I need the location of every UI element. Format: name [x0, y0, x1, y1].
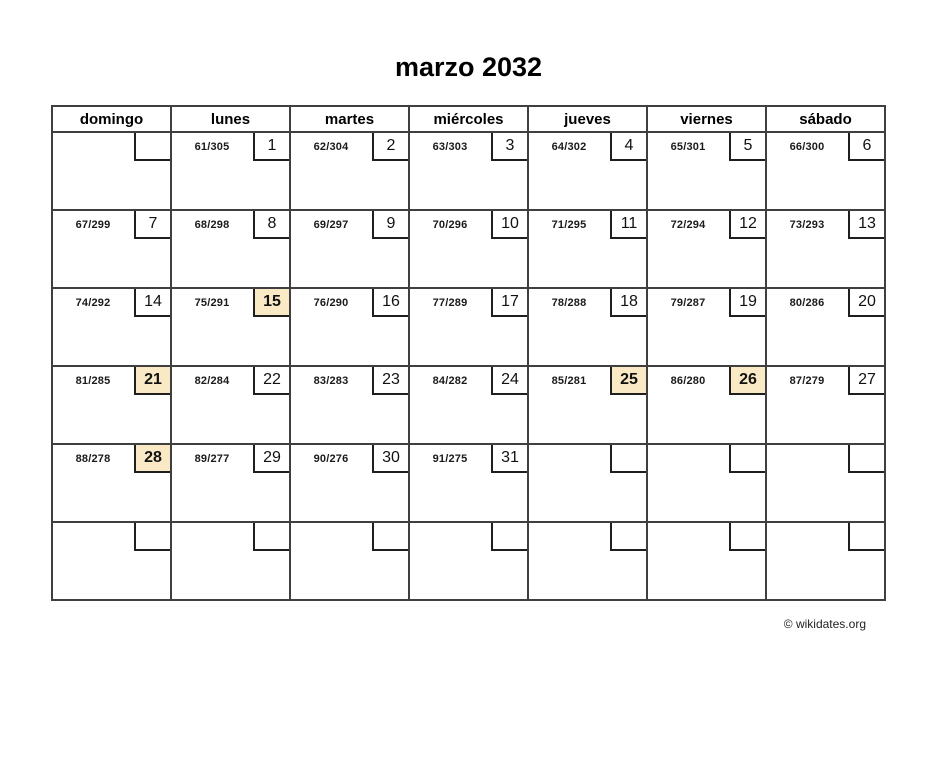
day-number-box: 28 [134, 445, 170, 473]
day-cell [528, 288, 647, 366]
day-cell [52, 522, 171, 600]
day-number-box: 23 [372, 367, 408, 395]
calendar-table [51, 105, 886, 601]
day-of-year-label: 64/302 [551, 141, 587, 153]
day-of-year-label: 76/290 [313, 297, 349, 309]
day-number-box: 3 [491, 133, 527, 161]
day-cell-content [648, 367, 765, 443]
day-number-box: 10 [491, 211, 527, 239]
day-cell-content [291, 523, 408, 599]
day-cell-content [648, 133, 765, 209]
day-cell [409, 210, 528, 288]
day-cell [766, 288, 885, 366]
day-number-box: 6 [848, 133, 884, 161]
day-of-year-label: 63/303 [432, 141, 468, 153]
day-cell [647, 288, 766, 366]
day-cell [766, 444, 885, 522]
day-number-box: 25 [610, 367, 646, 395]
day-cell-content [53, 367, 170, 443]
day-of-year-label: 69/297 [313, 219, 349, 231]
day-number-box: 21 [134, 367, 170, 395]
day-cell-content [529, 367, 646, 443]
day-number-box: 16 [372, 289, 408, 317]
day-cell-content [291, 289, 408, 365]
day-cell [171, 444, 290, 522]
day-cell [647, 132, 766, 210]
day-cell [766, 522, 885, 600]
day-of-year-label: 90/276 [313, 453, 349, 465]
day-of-year-label: 87/279 [789, 375, 825, 387]
day-cell-content [767, 133, 884, 209]
day-of-year-label: 70/296 [432, 219, 468, 231]
day-cell-content [767, 523, 884, 599]
day-cell [409, 444, 528, 522]
day-number-box: 19 [729, 289, 765, 317]
day-number-box: 20 [848, 289, 884, 317]
day-cell [409, 132, 528, 210]
day-cell-content [53, 289, 170, 365]
day-of-year-label: 61/305 [194, 141, 230, 153]
day-cell [647, 366, 766, 444]
day-number-box: 4 [610, 133, 646, 161]
day-cell [528, 522, 647, 600]
day-number-box: 15 [253, 289, 289, 317]
day-cell-content [53, 523, 170, 599]
day-cell-content [172, 445, 289, 521]
day-number-box: 8 [253, 211, 289, 239]
day-cell-content [410, 367, 527, 443]
day-number-box: 1 [253, 133, 289, 161]
day-cell [52, 132, 171, 210]
empty-day-box [729, 523, 765, 551]
day-of-year-label: 65/301 [670, 141, 706, 153]
day-of-year-label: 85/281 [551, 375, 587, 387]
day-cell-content [410, 211, 527, 287]
empty-day-box [491, 523, 527, 551]
day-of-year-label: 89/277 [194, 453, 230, 465]
day-of-year-label: 83/283 [313, 375, 349, 387]
week-row-2 [52, 288, 885, 366]
day-cell [647, 522, 766, 600]
empty-day-box [610, 523, 646, 551]
day-number-box: 31 [491, 445, 527, 473]
day-number-box: 24 [491, 367, 527, 395]
day-cell-content [529, 289, 646, 365]
day-number-box: 29 [253, 445, 289, 473]
day-cell [528, 210, 647, 288]
week-row-5 [52, 522, 885, 600]
day-cell-content [53, 445, 170, 521]
day-of-year-label: 86/280 [670, 375, 706, 387]
week-row-4 [52, 444, 885, 522]
day-of-year-label: 72/294 [670, 219, 706, 231]
empty-day-box [610, 445, 646, 473]
day-cell-content [529, 445, 646, 521]
day-cell-content [53, 133, 170, 209]
day-cell [766, 132, 885, 210]
day-cell-content [410, 133, 527, 209]
day-cell-content [172, 289, 289, 365]
day-of-year-label: 84/282 [432, 375, 468, 387]
day-of-year-label: 67/299 [75, 219, 111, 231]
day-cell-content [172, 523, 289, 599]
day-cell-content [767, 289, 884, 365]
day-cell [52, 444, 171, 522]
day-cell [528, 444, 647, 522]
day-of-year-label: 77/289 [432, 297, 468, 309]
day-of-year-label: 81/285 [75, 375, 111, 387]
day-cell [766, 210, 885, 288]
day-cell-content [529, 133, 646, 209]
weekday-header-0: domingo [52, 106, 171, 132]
day-cell-content [648, 445, 765, 521]
day-cell-content [291, 367, 408, 443]
empty-day-box [372, 523, 408, 551]
day-cell [766, 366, 885, 444]
day-number-box: 7 [134, 211, 170, 239]
weekday-header-6: sábado [766, 106, 885, 132]
day-cell [52, 366, 171, 444]
weekday-header-4: jueves [528, 106, 647, 132]
day-cell [171, 288, 290, 366]
week-row-1 [52, 210, 885, 288]
day-cell [290, 288, 409, 366]
day-cell-content [648, 289, 765, 365]
empty-day-box [134, 133, 170, 161]
day-number-box: 18 [610, 289, 646, 317]
day-of-year-label: 80/286 [789, 297, 825, 309]
day-cell-content [767, 445, 884, 521]
weekday-header-1: lunes [171, 106, 290, 132]
week-row-0 [52, 132, 885, 210]
day-of-year-label: 75/291 [194, 297, 230, 309]
day-number-box: 2 [372, 133, 408, 161]
footer-credit: © wikidates.org [783, 617, 866, 631]
day-cell [171, 210, 290, 288]
day-cell [647, 444, 766, 522]
day-cell [528, 366, 647, 444]
day-cell [409, 522, 528, 600]
day-cell [52, 210, 171, 288]
day-cell-content [291, 211, 408, 287]
day-cell [290, 132, 409, 210]
day-cell-content [53, 211, 170, 287]
day-cell [171, 132, 290, 210]
day-cell-content [291, 445, 408, 521]
day-number-box: 26 [729, 367, 765, 395]
weekday-header-2: martes [290, 106, 409, 132]
day-of-year-label: 88/278 [75, 453, 111, 465]
day-number-box: 11 [610, 211, 646, 239]
day-cell [290, 444, 409, 522]
day-of-year-label: 73/293 [789, 219, 825, 231]
day-of-year-label: 68/298 [194, 219, 230, 231]
calendar-page [51, 52, 886, 601]
day-cell-content [410, 523, 527, 599]
day-cell-content [767, 367, 884, 443]
day-number-box: 30 [372, 445, 408, 473]
day-cell [52, 288, 171, 366]
day-of-year-label: 82/284 [194, 375, 230, 387]
day-of-year-label: 66/300 [789, 141, 825, 153]
day-number-box: 27 [848, 367, 884, 395]
weekday-header-row [52, 106, 885, 132]
day-number-box: 14 [134, 289, 170, 317]
day-number-box: 13 [848, 211, 884, 239]
day-cell-content [648, 211, 765, 287]
day-cell-content [172, 133, 289, 209]
day-cell-content [767, 211, 884, 287]
day-cell [409, 288, 528, 366]
day-cell-content [172, 367, 289, 443]
day-cell [171, 522, 290, 600]
week-row-3 [52, 366, 885, 444]
day-cell-content [410, 445, 527, 521]
day-cell [647, 210, 766, 288]
day-number-box: 5 [729, 133, 765, 161]
day-cell-content [529, 523, 646, 599]
day-cell [409, 366, 528, 444]
day-cell-content [291, 133, 408, 209]
day-cell-content [648, 523, 765, 599]
day-cell [290, 522, 409, 600]
day-cell-content [529, 211, 646, 287]
page-title: marzo 2032 [394, 52, 543, 82]
day-cell [290, 210, 409, 288]
day-of-year-label: 79/287 [670, 297, 706, 309]
day-of-year-label: 71/295 [551, 219, 587, 231]
day-cell [290, 366, 409, 444]
day-cell [528, 132, 647, 210]
day-of-year-label: 74/292 [75, 297, 111, 309]
day-of-year-label: 62/304 [313, 141, 349, 153]
day-number-box: 12 [729, 211, 765, 239]
day-number-box: 17 [491, 289, 527, 317]
day-cell [171, 366, 290, 444]
weekday-header-5: viernes [647, 106, 766, 132]
day-cell-content [410, 289, 527, 365]
day-number-box: 22 [253, 367, 289, 395]
empty-day-box [134, 523, 170, 551]
empty-day-box [848, 523, 884, 551]
empty-day-box [848, 445, 884, 473]
day-number-box: 9 [372, 211, 408, 239]
day-of-year-label: 91/275 [432, 453, 468, 465]
weekday-header-3: miércoles [409, 106, 528, 132]
day-of-year-label: 78/288 [551, 297, 587, 309]
day-cell-content [172, 211, 289, 287]
empty-day-box [253, 523, 289, 551]
empty-day-box [729, 445, 765, 473]
